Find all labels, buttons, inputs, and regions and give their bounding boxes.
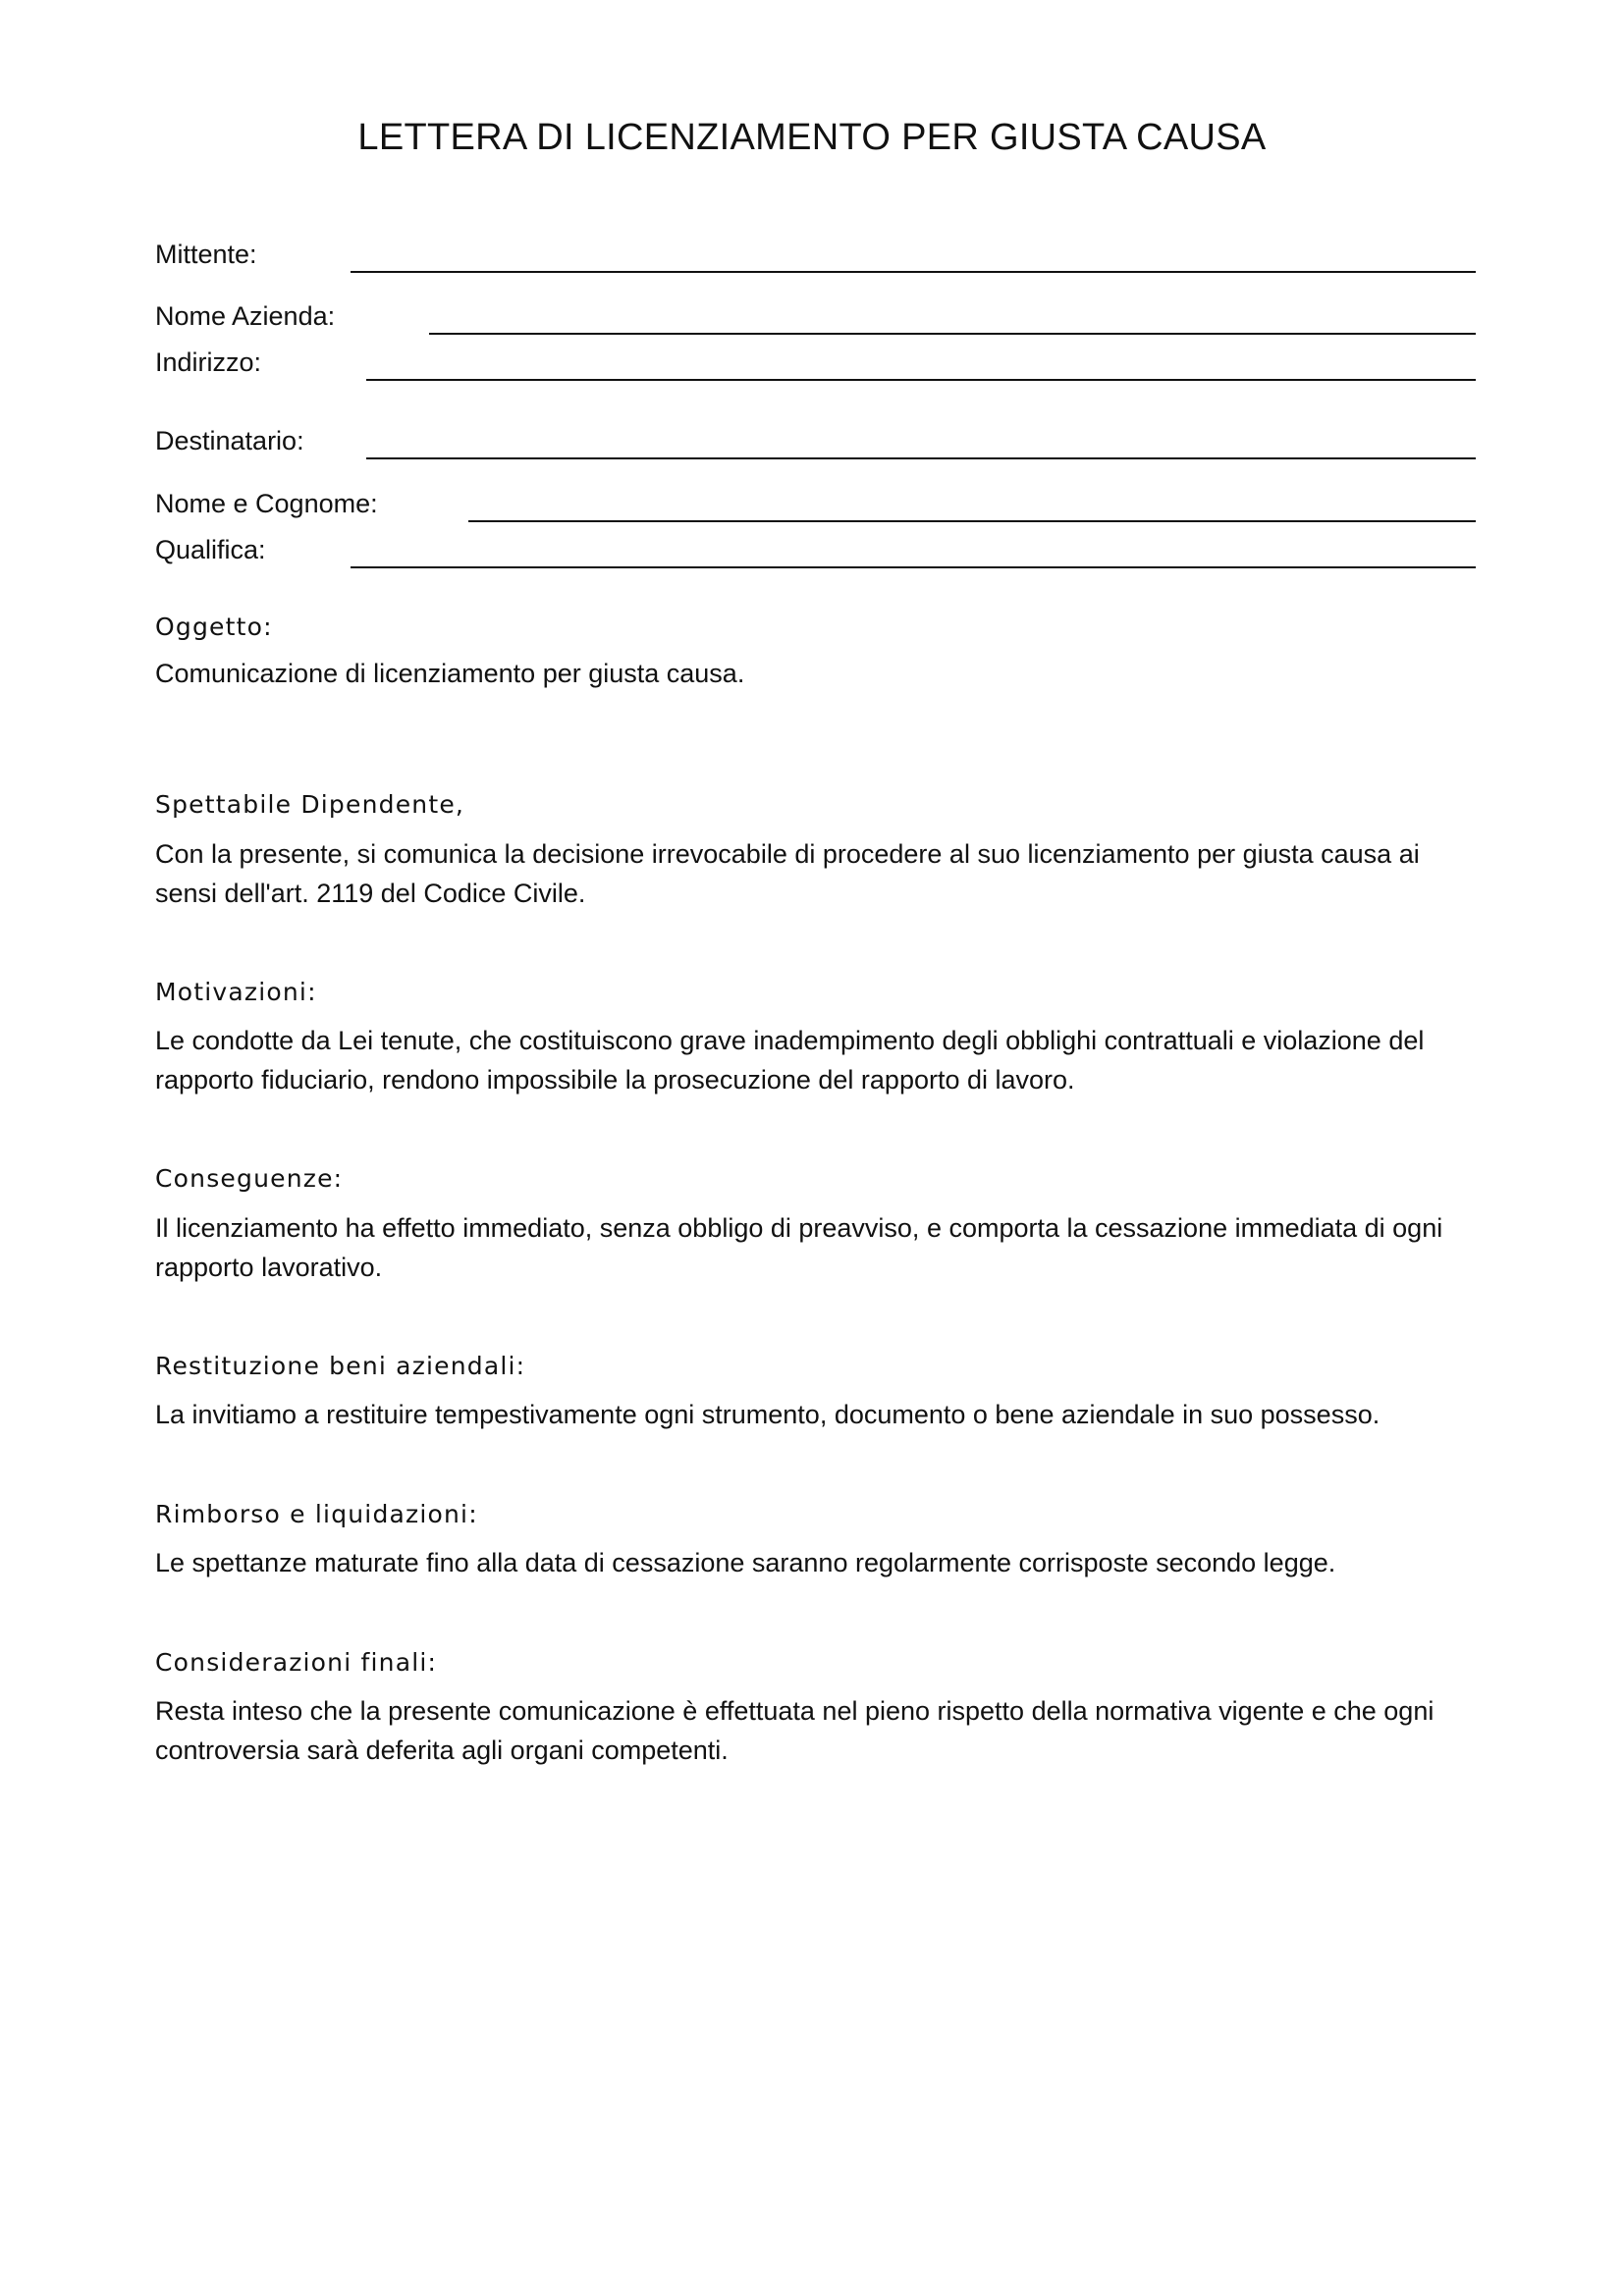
rimborso-heading: Rimborso e liquidazioni: [155, 1500, 478, 1528]
considerazioni-heading: Considerazioni finali: [155, 1648, 438, 1677]
destinatario-label: Destinatario: [155, 426, 304, 455]
rimborso-text: Le spettanze maturate fino alla data di cessazione saranno regolarmente corrisposte secondo legge. [155, 1548, 1336, 1577]
motivazioni-heading: Motivazioni: [155, 978, 317, 1006]
motivazioni-text: Le condotte da Lei tenute, che costituiscono grave inadempimento degli obblighi contrattuali e violazione del rapporto fiduciario, rendono impossibile la prosecuzione del rapporto di lavoro. [155, 1026, 1425, 1095]
conseguenze-text: Il licenziamento ha effetto immediato, senza obbligo di preavviso, e comporta la cessazione immediata di ogni rapporto lavorativo. [155, 1213, 1443, 1282]
destinatario-field[interactable] [366, 457, 1476, 459]
oggetto-text: Comunicazione di licenziamento per giusta causa. [155, 659, 745, 688]
indirizzo-field[interactable] [366, 379, 1476, 381]
saluto-text: Con la presente, si comunica la decisione irrevocabile di procedere al suo licenziamento per giusta causa ai sensi dell'art. 2119 del Codice Civile. [155, 839, 1420, 908]
nome-azienda-label: Nome Azienda: [155, 301, 336, 331]
nome-cognome-field[interactable] [468, 520, 1476, 522]
indirizzo-label: Indirizzo: [155, 347, 262, 377]
qualifica-field[interactable] [351, 566, 1476, 568]
qualifica-label: Qualifica: [155, 535, 266, 564]
nome-azienda-field[interactable] [429, 333, 1476, 335]
conseguenze-heading: Conseguenze: [155, 1164, 344, 1193]
saluto-heading: Spettabile Dipendente, [155, 790, 465, 819]
mittente-label: Mittente: [155, 240, 257, 269]
restituzione-text: La invitiamo a restituire tempestivamente ogni strumento, documento o bene aziendale in suo possesso. [155, 1400, 1380, 1429]
oggetto-heading: Oggetto: [155, 613, 273, 641]
nome-cognome-label: Nome e Cognome: [155, 489, 378, 518]
document-title: LETTERA DI LICENZIAMENTO PER GIUSTA CAUSA [357, 117, 1267, 158]
considerazioni-text: Resta inteso che la presente comunicazione è effettuata nel pieno rispetto della normativa vigente e che ogni controversia sarà deferita agli organi competenti. [155, 1696, 1435, 1765]
restituzione-heading: Restituzione beni aziendali: [155, 1352, 526, 1380]
mittente-field[interactable] [351, 271, 1476, 273]
